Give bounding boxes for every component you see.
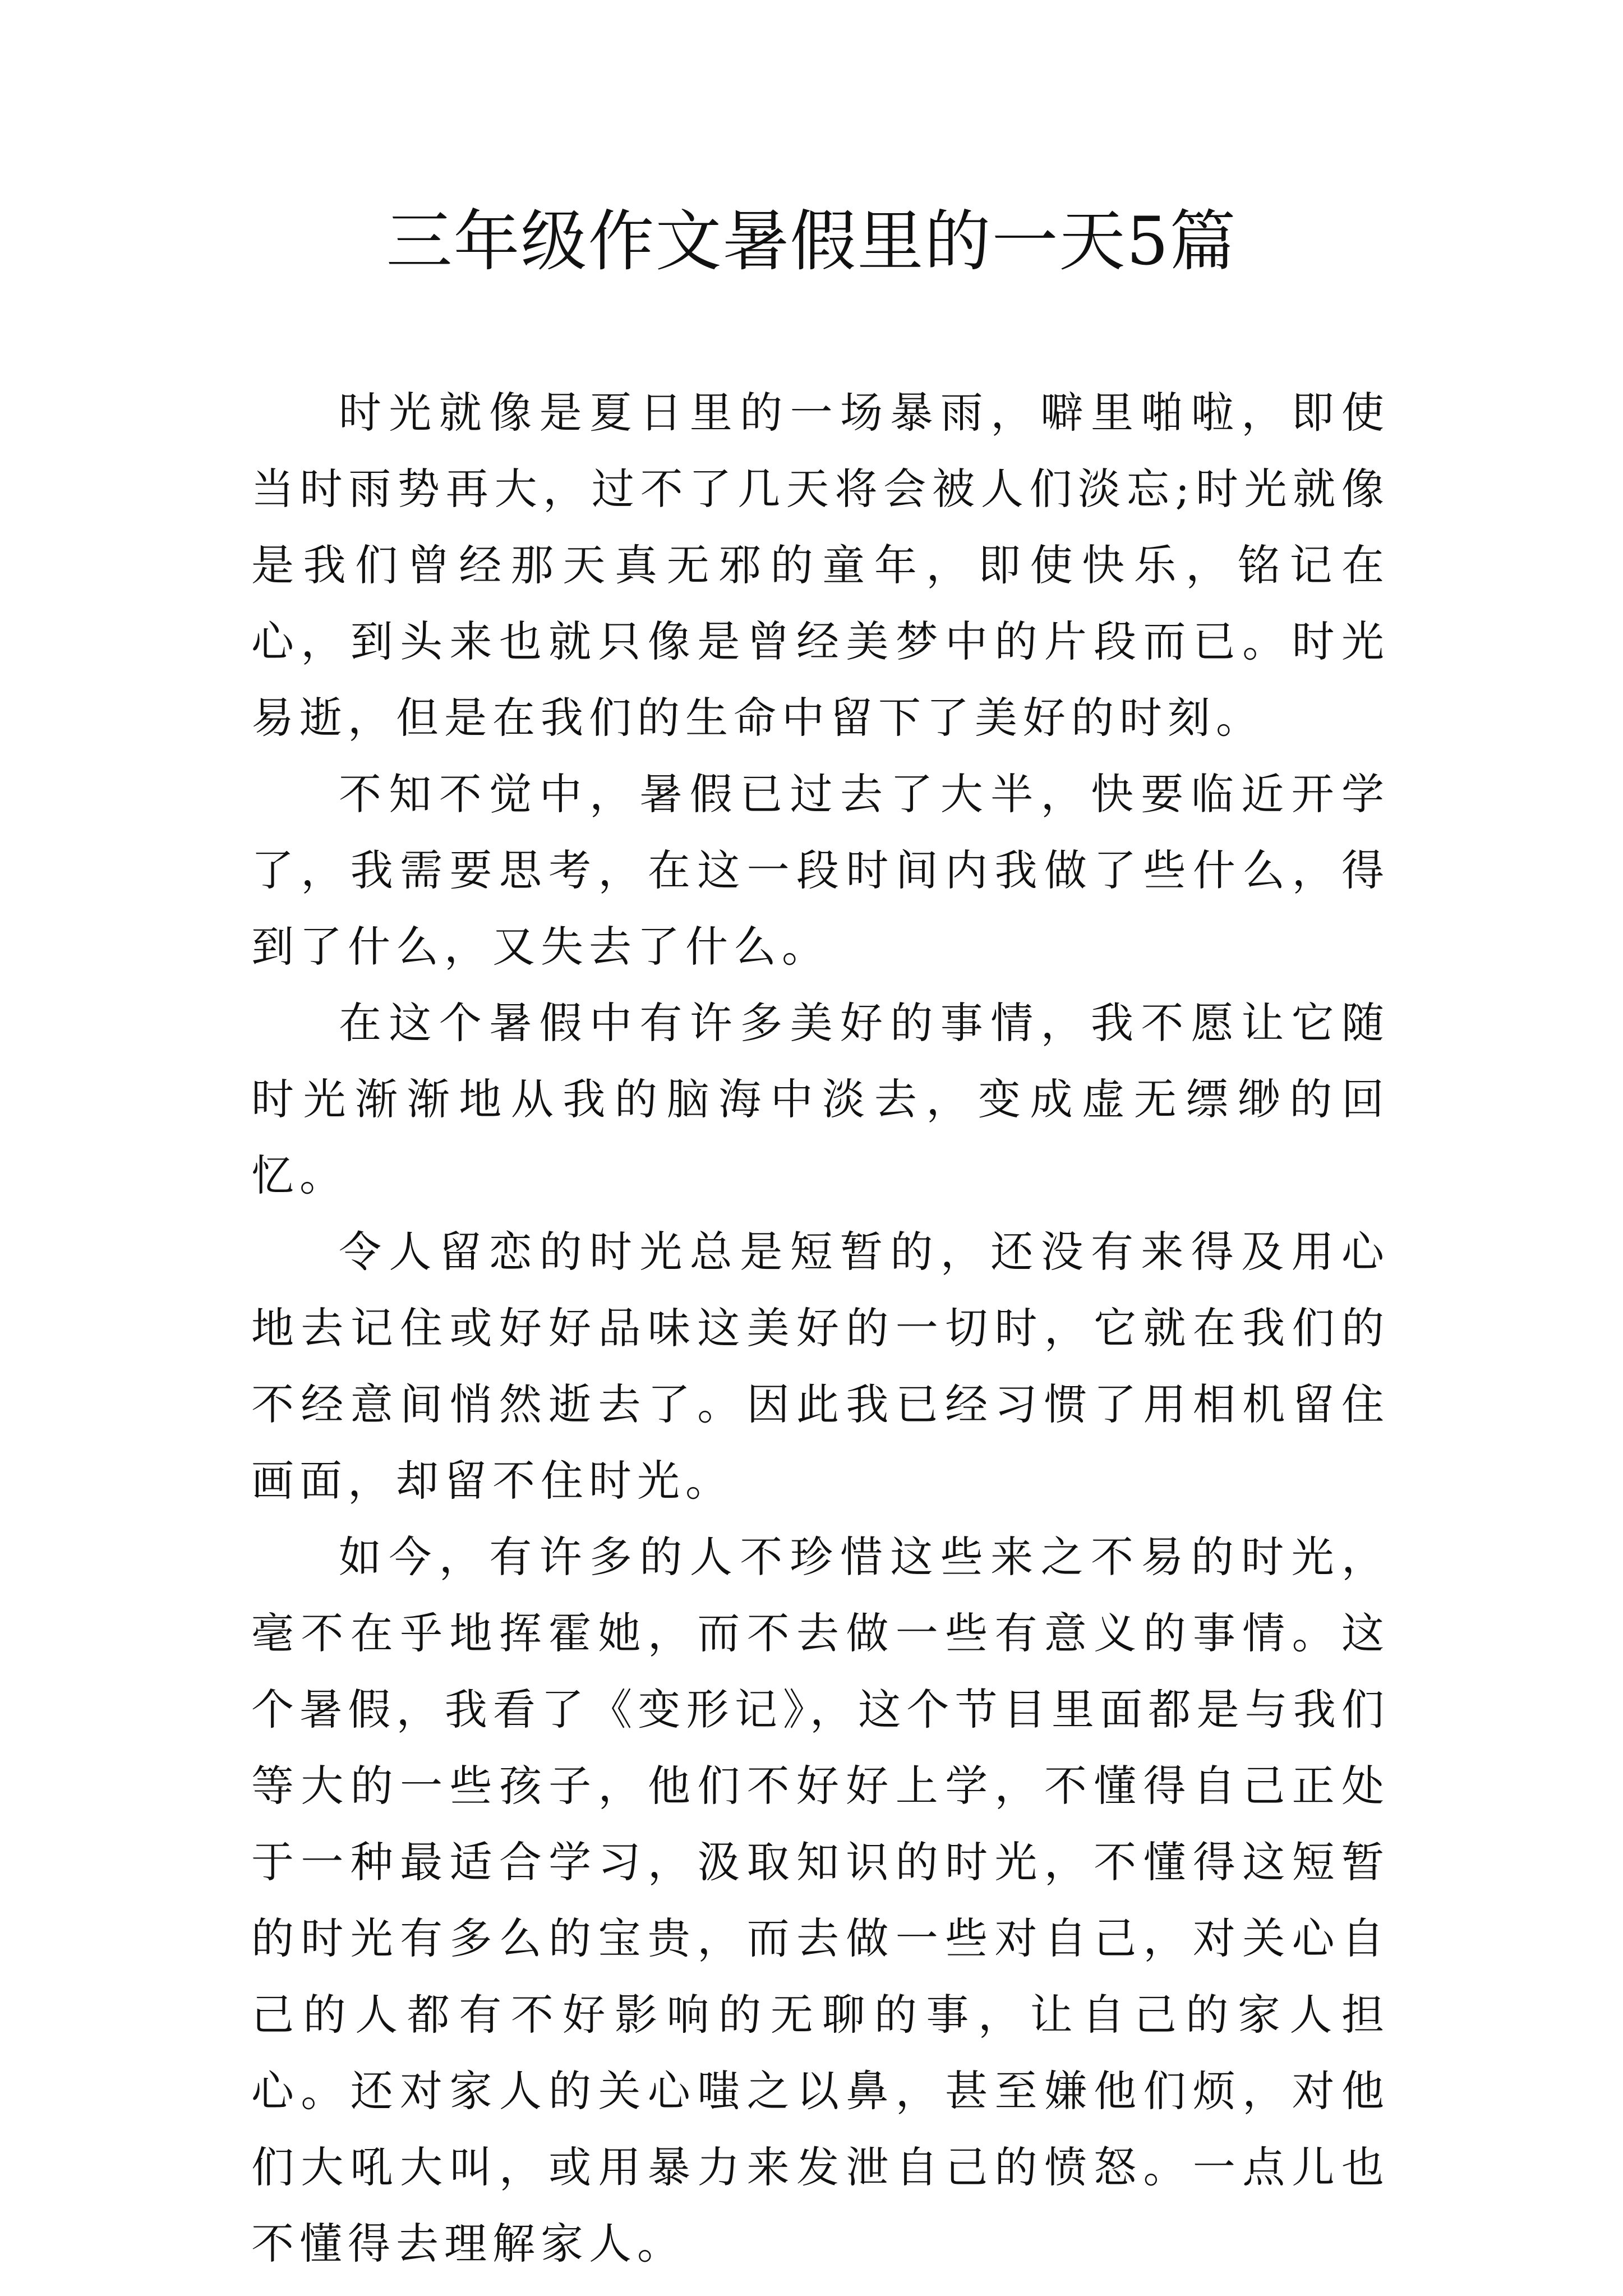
paragraph: 如今，有许多的人不珍惜这些来之不易的时光，毫不在乎地挥霍她，而不去做一些有意义的事情。这个暑假，我看了《变形记》，这个节目里面都是与我们等大的一些孩子，他们不好好上学，不懂得自己正处于一种最适合学习，汲取知识的时光，不懂得这短暂的时光有多么的宝贵，而去做一些对自己，对关心自己的人都有不好影响的无聊的事，让自己的家人担心。还对家人的关心嗤之以鼻，甚至嫌他们烦，对他们大吼大叫，或用暴力来发泄自己的愤怒。一点儿也不懂得去理解家人。	[251, 1532, 1390, 2269]
document-title: 三年级作文暑假里的一天5篇	[386, 203, 1237, 280]
document-body	[251, 375, 1390, 2282]
paragraph: 令人留恋的时光总是短暂的，还没有来得及用心地去记住或好好品味这美好的一切时，它就在我们的不经意间悄然逝去了。因此我已经习惯了用相机留住画面，却留不住时光。	[251, 1227, 1390, 1506]
paragraph: 时光就像是夏日里的一场暴雨，噼里啪啦，即使当时雨势再大，过不了几天将会被人们淡忘;时光就像是我们曾经那天真无邪的童年，即使快乐，铭记在心，到头来也就只像是曾经美梦中的片段而已。时光易逝，但是在我们的生命中留下了美好的时刻。	[251, 388, 1390, 743]
paragraph: 不知不觉中，暑假已过去了大半，快要临近开学了，我需要思考，在这一段时间内我做了些什么，得到了什么，又失去了什么。	[251, 769, 1390, 972]
paragraph: 在这个暑假中有许多美好的事情，我不愿让它随时光渐渐地从我的脑海中淡去，变成虚无缥缈的回忆。	[251, 998, 1390, 1200]
